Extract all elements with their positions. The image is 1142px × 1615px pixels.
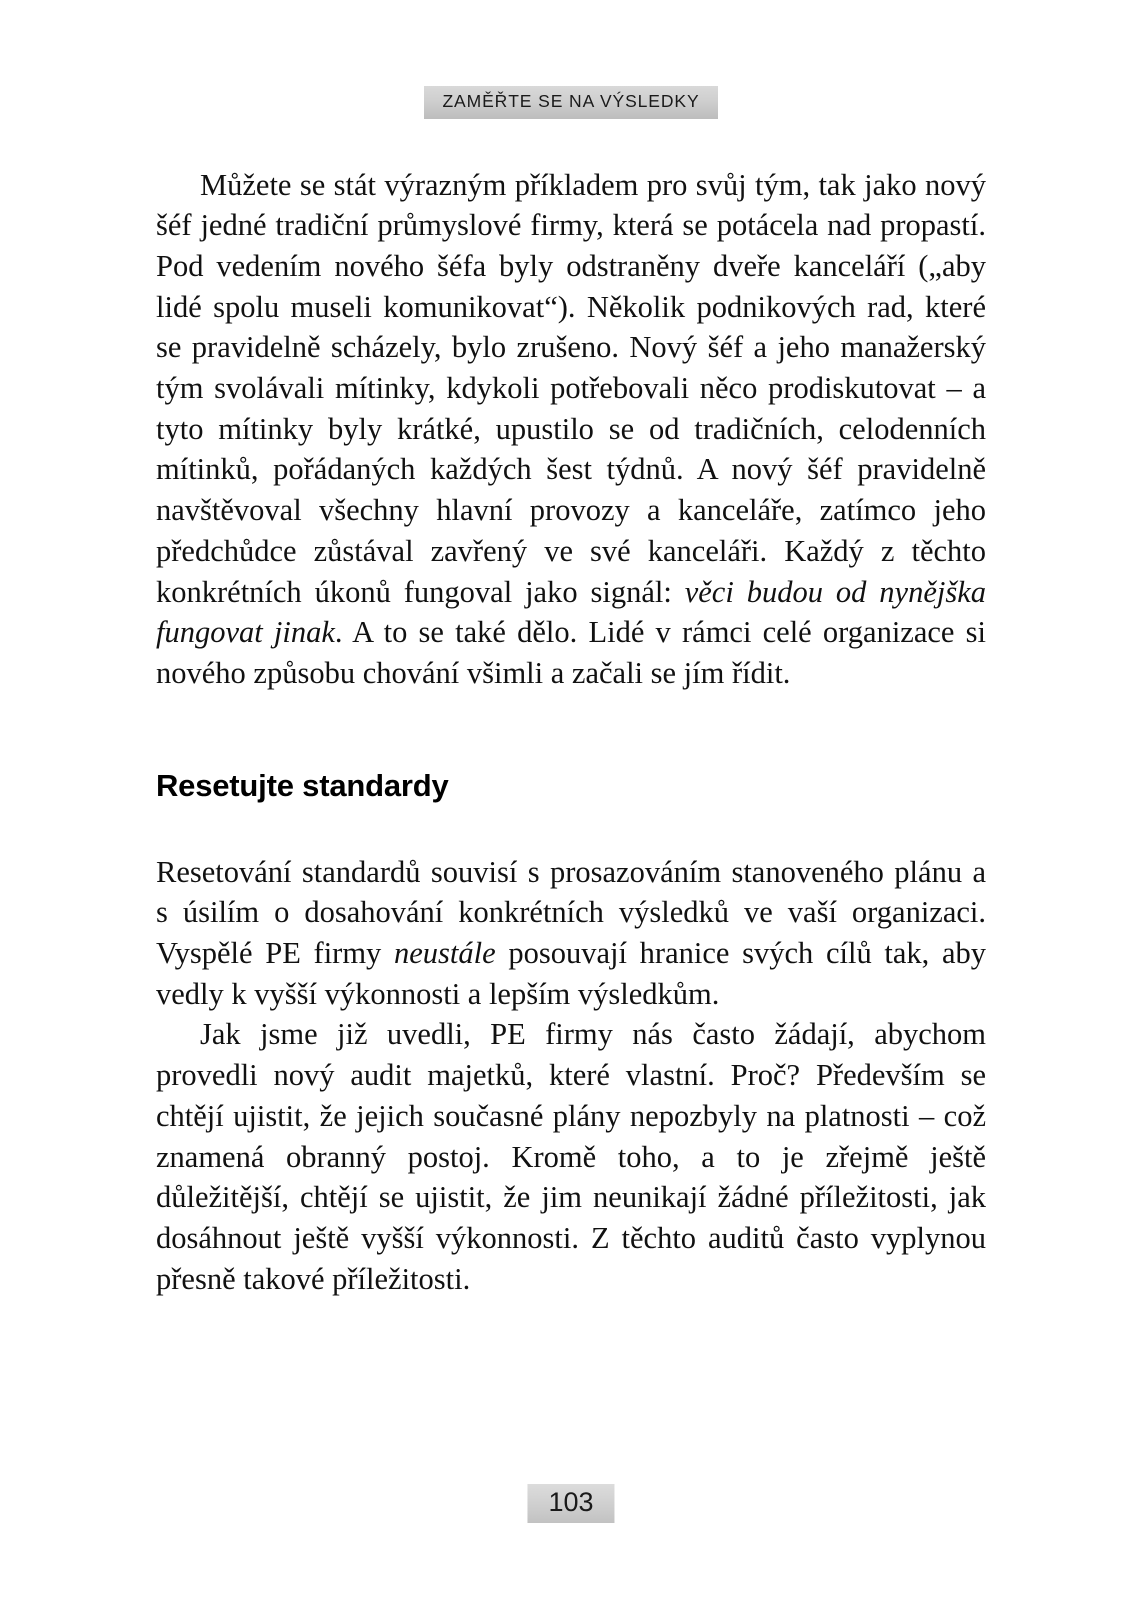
- paragraph-2: Resetování standardů souvisí s prosazováním stanoveného plánu a s úsilím o dosahování konkrétních výsledků ve vaší organizaci. Vyspělé PE firmy neustále posouvají hranice svých cílů tak, aby vedly k vyšší výkonnosti a lepším výsledkům.: [156, 854, 987, 1011]
- page-number: 103: [527, 1484, 614, 1523]
- running-head: ZAMĚŘTE SE NA VÝSLEDKY: [424, 86, 717, 119]
- paragraph-3: Jak jsme již uvedli, PE firmy nás často žádají, abychom provedli nový audit majetků, které vlastní. Proč? Především se chtějí ujistit, že jejich současné plány nepozbyly na platnosti – což znamená obranný postoj. Kromě toho, a to je zřejmě ještě důležitější, chtějí se ujistit, že jim neunikají žádné příležitosti, jak dosáhnout ještě vyšší výkonnosti. Z těchto auditů často vyplynou přesně takové příležitosti.: [156, 1017, 986, 1296]
- emphasis-text: věci budou od nynějška fungovat jinak: [156, 574, 987, 650]
- paragraph-1: Můžete se stát výrazným příkladem pro svůj tým, tak jako nový šéf jedné tradiční průmyslové firmy, která se potácela nad propastí. Pod vedením nového šéfa byly odstraněny dveře kanceláří („aby lidé spolu museli komunikovat“). Několik podnikových rad, které se pravidelně scházely, bylo zrušeno. Nový šéf a jeho manažerský tým svolávali mítinky, kdykoli potřebovali něco prodiskutovat – a tyto mítinky byly krátké, upustilo se od tradičních, celodenních mítinků, pořádaných každých šest týdnů. A nový šéf pravidelně navštěvoval všechny hlavní provozy a kanceláře, zatímco jeho předchůdce zůstával zavřený ve své kanceláři. Každý z těchto konkrétních úkonů fungoval jako signál: věci budou od nynějška fungovat jinak. A to se také dělo. Lidé v rámci celé organizace si nového způsobu chování všimli a začali se jím řídit.: [156, 167, 987, 690]
- section-heading: Resetujte standardy: [156, 767, 449, 803]
- text-column: [156, 165, 986, 1300]
- emphasis-text: neustále: [394, 936, 496, 971]
